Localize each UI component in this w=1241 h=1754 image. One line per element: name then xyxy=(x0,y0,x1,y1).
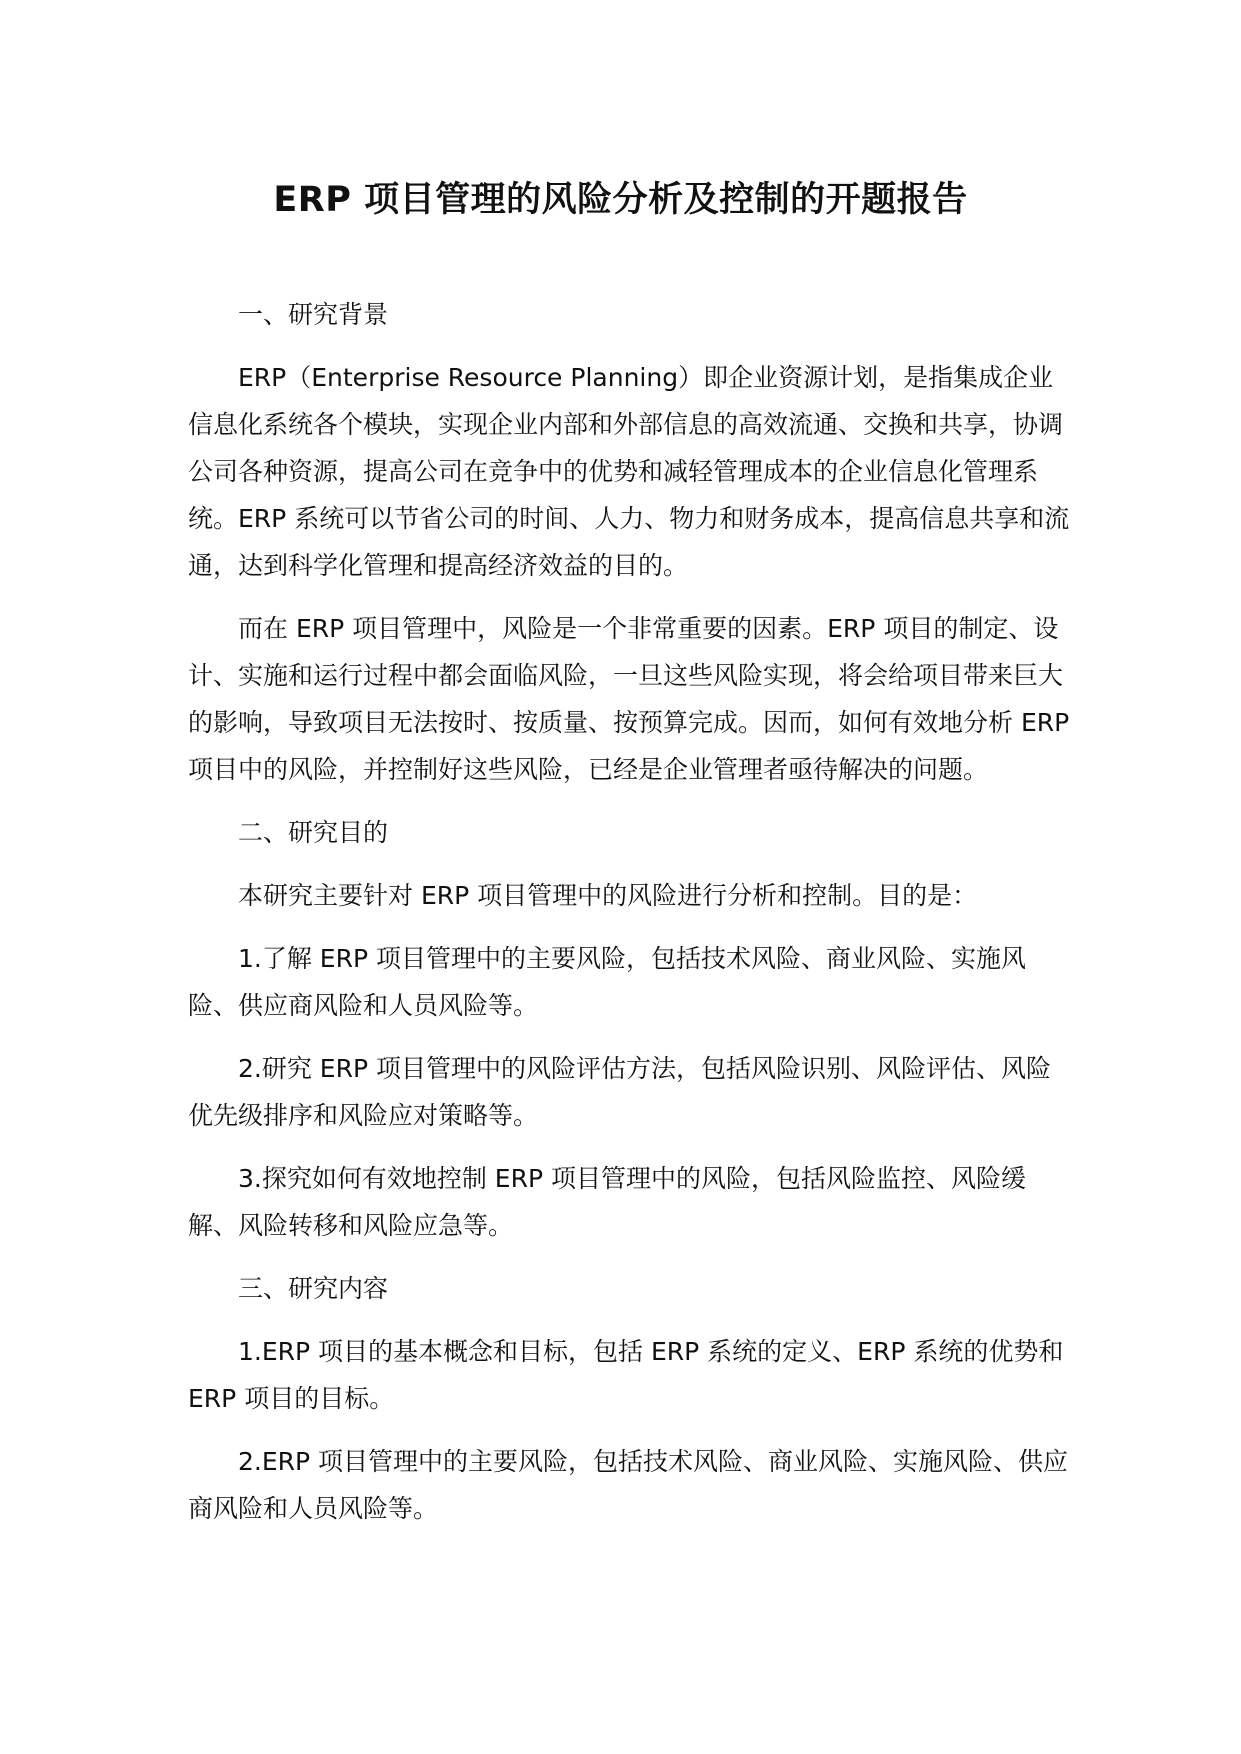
purpose-item-2: 2.研究 ERP 项目管理中的风险评估方法，包括风险识别、风险评估、风险优先级排序和风险应对策略等。 xyxy=(188,1054,1051,1130)
purpose-item-3: 3.探究如何有效地控制 ERP 项目管理中的风险，包括风险监控、风险缓解、风险转移和风险应急等。 xyxy=(188,1164,1026,1240)
paragraph-risk-importance: 而在 ERP 项目管理中，风险是一个非常重要的因素。ERP 项目的制定、设计、实施和运行过程中都会面临风险，一旦这些风险实现，将会给项目带来巨大的影响，导致项目无法按时、按质量、按预算完成。因而，如何有效地分析 ERP 项目中的风险，并控制好这些风险，已经是企业管理者亟待解决的问题。 xyxy=(188,614,1070,784)
paragraph-purpose-intro: 本研究主要针对 ERP 项目管理中的风险进行分析和控制。目的是： xyxy=(238,881,978,910)
content-item-1: 1.ERP 项目的基本概念和目标，包括 ERP 系统的定义、ERP 系统的优势和 ERP 项目的目标。 xyxy=(188,1337,1064,1413)
section-heading-background: 一、研究背景 xyxy=(238,300,389,329)
section-heading-content: 三、研究内容 xyxy=(238,1274,389,1303)
purpose-item-1: 1.了解 ERP 项目管理中的主要风险，包括技术风险、商业风险、实施风险、供应商风险和人员风险等。 xyxy=(188,944,1026,1020)
section-heading-purpose: 二、研究目的 xyxy=(238,818,389,847)
paragraph-erp-definition: ERP（Enterprise Resource Planning）即企业资源计划，是指集成企业信息化系统各个模块，实现企业内部和外部信息的高效流通、交换和共享，协调公司各种资源，提高公司在竞争中的优势和减轻管理成本的企业信息化管理系统。ERP 系统可以节省公司的时间、人力、物力和财务成本，提高信息共享和流通，达到科学化管理和提高经济效益的目的。 xyxy=(188,363,1070,580)
content-item-2: 2.ERP 项目管理中的主要风险，包括技术风险、商业风险、实施风险、供应商风险和人员风险等。 xyxy=(188,1447,1069,1523)
document-title: ERP 项目管理的风险分析及控制的开题报告 xyxy=(273,180,968,220)
document-body xyxy=(188,291,1070,1548)
